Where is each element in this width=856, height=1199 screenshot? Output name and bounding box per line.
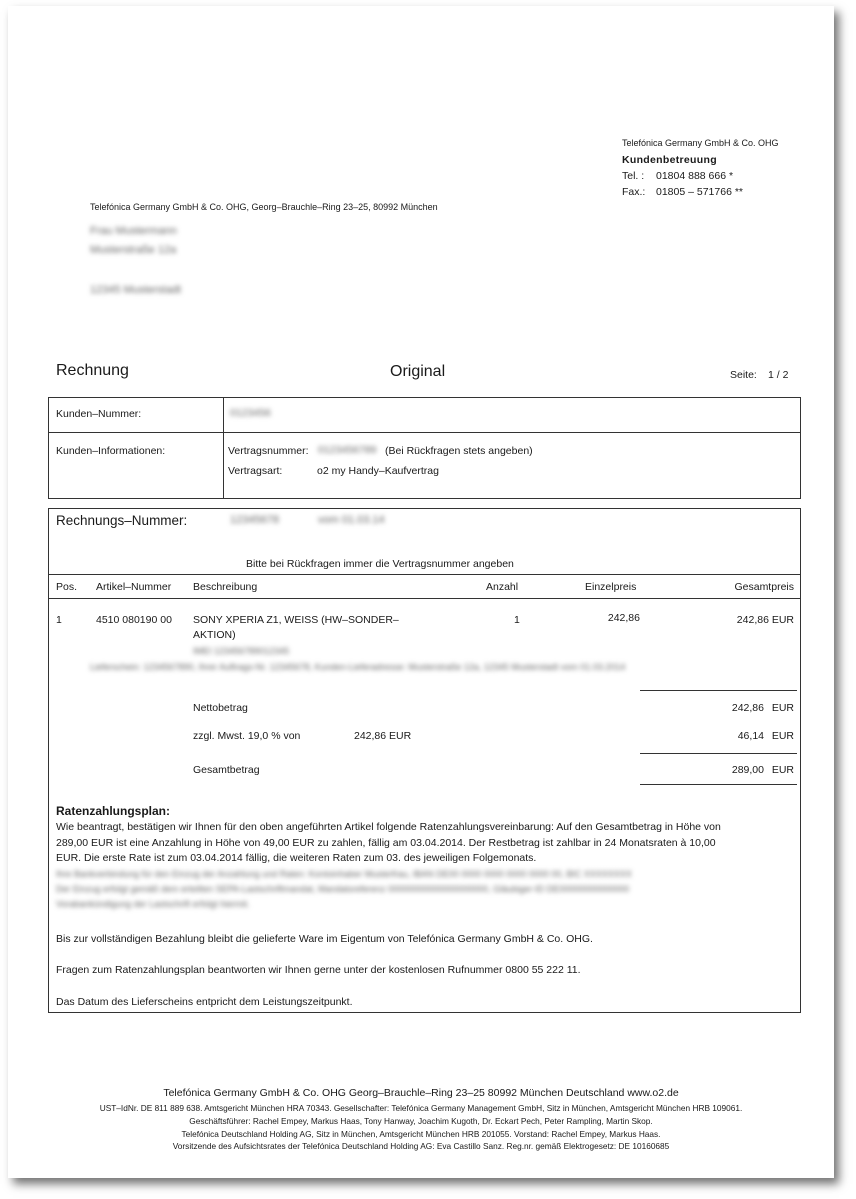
invoice-number-label: Rechnungs–Nummer: [56,513,188,528]
sender-department: Kundenbetreuung [622,154,717,166]
contract-number-note: (Bei Rückfragen stets angeben) [385,445,533,457]
invoice-number-value: 12345678 [230,514,279,526]
recipient-name: Frau Mustermann [90,225,177,237]
net-amount-value: 242,86 [731,702,764,714]
table-header-bottom-rule [48,598,801,599]
footer-legal-line4: Vorsitzende des Aufsichtsrates der Telefónica Deutschland Holding AG: Eva Castillo Sanz. Reg.nr. gemäß Elektrogesetz: DE 10160685 [172,1141,670,1151]
gross-amount-value: 289,00 [731,764,764,776]
page-number: 1 / 2 [768,369,789,381]
payment-plan-hidden1: Ihre Bankverbindung für den Einzug der Anzahlung und Raten: Kontoinhaber Musterfrau, IBAN DE00 0000 0000 0000 0000 00, BIC XXXXXXXX [56,869,632,879]
column-header-unit-price: Einzelpreis [585,581,637,593]
payment-plan-hidden2: Der Einzug erfolgt gemäß dem erteilten SEPA-Lastschriftmandat, Mandatsreferenz 00000000000000000000, Gläubiger-ID DE00000000000000 [56,884,630,894]
delivery-date-notice: Das Datum des Lieferscheins entpricht dem Leistungszeitpunkt. [56,996,353,1008]
item-description-line1: SONY XPERIA Z1, WEISS (HW–SONDER– [193,614,399,626]
contract-type-value: o2 my Handy–Kaufvertrag [317,465,439,477]
payment-plan-line2: 289,00 EUR ist eine Anzahlung in Höhe von 49,00 EUR zu zahlen, fällig am 03.04.2014. Der Restbetrag ist zahlbar in 24 Monatsraten à 10,00 [56,837,716,849]
item-hidden-details: Lieferschein: 1234567890, Ihrer Auftrags-Nr. 12345678, Kunden-Lieferadresse: Musterstraße 12a, 12345 Musterstadt vom 01.03.2014 [90,662,626,672]
footer-legal-line1: UST–IdNr. DE 811 889 638. Amtsgericht München HRA 70343. Gesellschafter: Telefónica Germany Management GmbH, Sitz in München, Amtsgericht München HRB 109061. [99,1103,743,1113]
item-total: 242,86 EUR [736,614,794,626]
recipient-city: 12345 Musterstadt [90,284,182,296]
gross-amount-currency: EUR [771,764,794,776]
item-pos: 1 [56,614,62,626]
column-header-pos: Pos. [56,581,78,593]
recipient-street: Musterstraße 12a [90,244,177,256]
net-amount-currency: EUR [771,702,794,714]
sender-tel-value: 01804 888 666 * [656,170,734,182]
invoice-page [8,6,834,1178]
ownership-notice: Bis zur vollständigen Bezahlung bleibt die gelieferte Ware im Eigentum von Telefónica Germany GmbH & Co. OHG. [56,933,593,945]
sender-tel-label: Tel. : [622,170,645,182]
vat-value: 46,14 [737,730,764,742]
document-subtitle: Original [390,363,446,380]
sender-fax-label: Fax.: [622,186,646,198]
vat-currency: EUR [771,730,794,742]
page-label: Seite: [730,369,757,381]
sender-fax-value: 01805 – 571766 ** [656,186,743,198]
item-unit-price: 242,86 [607,612,640,624]
contract-type-label: Vertragsart: [228,465,283,477]
net-amount-label: Nettobetrag [193,702,248,714]
payment-plan-line3: EUR. Die erste Rate ist zum 03.04.2014 fällig, die weiteren Raten zum 03. des jeweiligen Folgemonats. [56,852,537,864]
column-header-article: Artikel–Nummer [96,581,172,593]
payment-plan-title: Ratenzahlungsplan: [56,804,171,818]
footer-legal-line2: Geschäftsführer: Rachel Empey, Markus Haas, Tony Hanway, Joachim Kugoth, Dr. Eckart Pech, Peter Rampling, Martin Skop. [189,1116,653,1126]
vat-base: 242,86 EUR [354,730,412,742]
gross-amount-label: Gesamtbetrag [193,764,260,776]
contract-number-value: 0123456789 [318,444,377,456]
item-article-number: 4510 080190 00 [96,614,172,626]
customer-box-column-divider [223,397,224,499]
footer-legal-line3: Telefónica Deutschland Holding AG, Sitz in München, Amtsgericht München HRB 201055. Vorstand: Rachel Empey, Markus Haas. [181,1129,661,1139]
sender-company: Telefónica Germany GmbH & Co. OHG [622,138,779,148]
payment-plan-line1: Wie beantragt, bestätigen wir Ihnen für den oben angeführten Artikel folgende Ratenzahlungsvereinbarung: Auf den Gesamtbetrag in Höhe von [56,821,721,833]
column-header-description: Beschreibung [193,581,258,593]
questions-notice: Fragen zum Ratenzahlungsplan beantworten wir Ihnen gerne unter der kostenlosen Rufnummer 0800 55 222 11. [56,964,581,976]
vat-label: zzgl. Mwst. 19,0 % von [193,730,301,742]
invoice-date-value: vom 01.03.14 [318,514,385,526]
item-description-hidden: IMEI 123456789012345 [193,646,290,656]
table-header-top-rule [48,574,801,575]
contract-number-label: Vertragsnummer: [228,445,309,457]
column-header-total: Gesamtpreis [734,581,794,593]
totals-middle-rule [640,753,797,754]
customer-info-label: Kunden–Informationen: [56,445,166,457]
document-title: Rechnung [56,362,129,379]
return-address: Telefónica Germany GmbH & Co. OHG, Georg–Brauchle–Ring 23–25, 80992 München [90,202,438,212]
customer-number-value: 0123456 [230,407,271,419]
customer-box-divider [48,432,801,433]
item-quantity: 1 [514,614,520,626]
totals-bottom-rule [640,784,797,785]
totals-top-rule [640,690,797,691]
column-header-quantity: Anzahl [486,581,519,593]
item-description-line2: AKTION) [193,629,236,641]
payment-plan-hidden3: Vorabankündigung der Lastschrift erfolgt hiermit. [56,899,250,909]
invoice-notice: Bitte bei Rückfragen immer die Vertragsnummer angeben [246,558,514,570]
customer-number-label: Kunden–Nummer: [56,408,142,420]
footer-company-line: Telefónica Germany GmbH & Co. OHG Georg–Brauchle–Ring 23–25 80992 München Deutschland www.o2.de [163,1087,679,1099]
